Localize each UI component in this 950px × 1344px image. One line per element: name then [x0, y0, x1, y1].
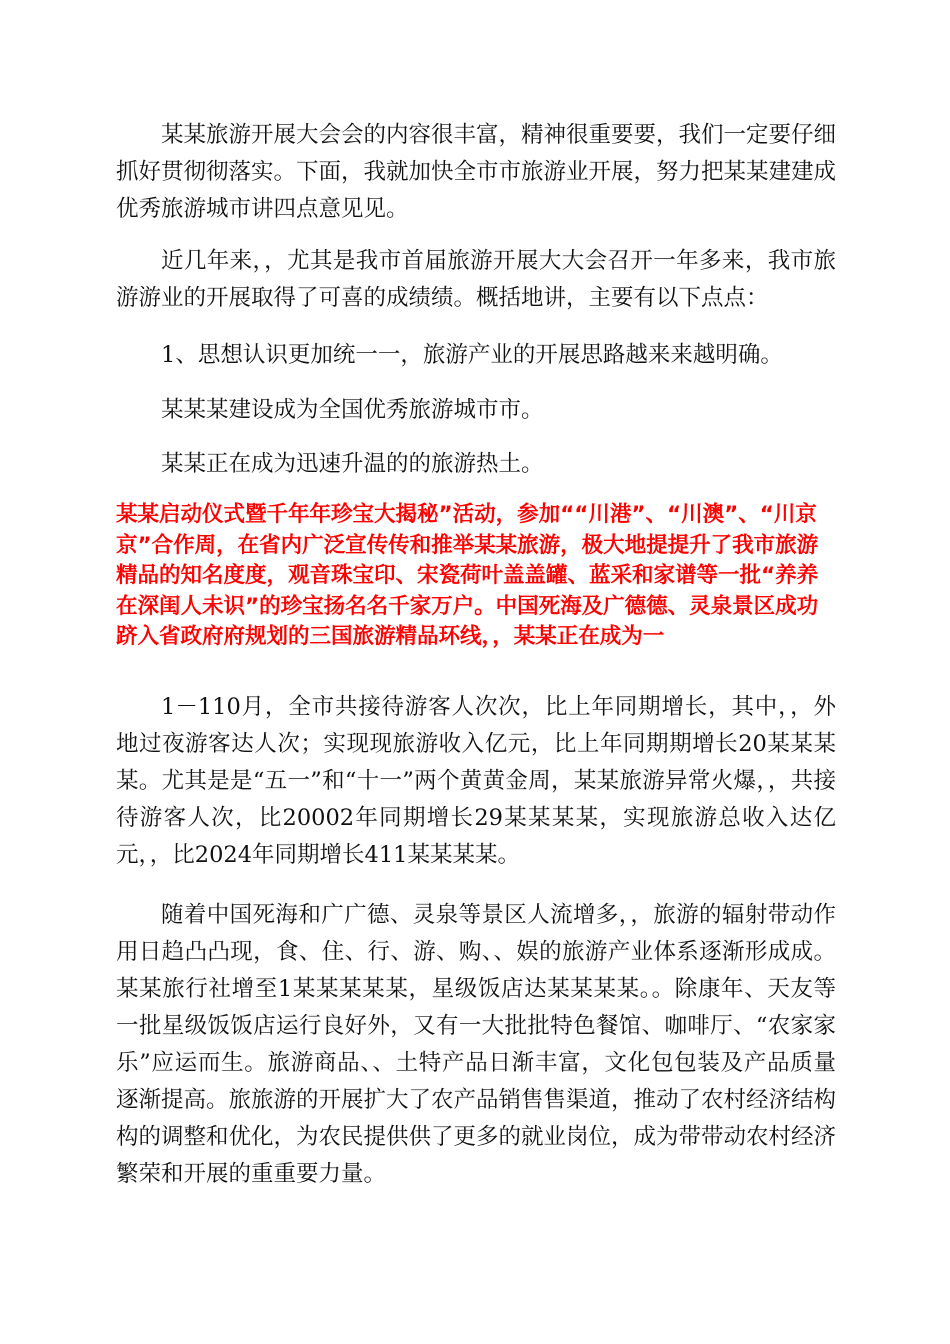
paragraph-highlighted-promotion: 某某启动仪式暨千年年珍宝大揭秘”活动，参加““川港”、“川澳”、“川京京”合作周，在省内广泛宣传传和推举某某旅游，极大地提提升了我市旅游精品的知名度度，观音珠宝印、宋瓷荷叶盖盖罐、蓝采和家谱等一批“养养在深闺人未识”的珍宝扬名名千家万户。中国死海及广德德、灵泉景区成功跻入省政府府规划的三国旅游精品环线，，某某正在成为一	[116, 502, 819, 649]
paragraph-point-1: 1、思想认识更加统一一，旅游产业的开展思路越来来越明确。	[161, 342, 783, 368]
paragraph-industry-system: 随着中国死海和广广德、灵泉等景区人流增多，，旅游的辐射带动作用日趋凸凸现，食、住、行、游、购、、娱的旅游产业体系逐渐形成成。某某旅行社增至1某某某某某，星级饭店达某某某某。。除康年、天友等一批星级饭饭店运行良好外，又有一大批批特色餐馆、咖啡厅、“农家家乐”应运而生。旅游商品、、土特产品日渐丰富，文化包包装及产品质量逐渐提高。旅旅游的开展扩大了农产品销售售渠道，推动了农村经济结构构的调整和优化，为农民提供供了更多的就业岗位，成为带带动农村经济繁荣和开展的重重要力量。	[116, 902, 837, 1187]
paragraph-intro: 某某旅游开展大会会的内容很丰富，精神很重要要，我们一定要仔细抓好贯彻彻落实。下面，我就加快全市市旅游业开展，努力把某某建建成优秀旅游城市讲四点意见见。	[116, 122, 837, 222]
paragraph-excellent-city: 某某某建设成为全国优秀旅游城市市。	[161, 397, 544, 423]
paragraph-visitor-statistics: 1－110月，全市共接待游客人次次，比上年同期增长，其中，，外地过夜游客达人次；实现现旅游收入亿元，比上年同期期增长20某某某某。尤其是是“五一”和“十一”两个黄黄金周，某某旅游异常火爆，，共接待游客人次，比20002年同期增长29某某某某，实现旅游总收入达亿元，，比2024年同期增长411某某某某。	[116, 694, 836, 868]
paragraph-tourism-hotspot: 某某正在成为迅速升温的的旅游热土。	[161, 451, 544, 477]
paragraph-achievements-intro: 近几年来，，尤其是我市首届旅游开展大大会召开一年多来，我市旅游游业的开展取得了可喜的成绩绩。概括地讲，主要有以下点点：	[116, 248, 836, 311]
